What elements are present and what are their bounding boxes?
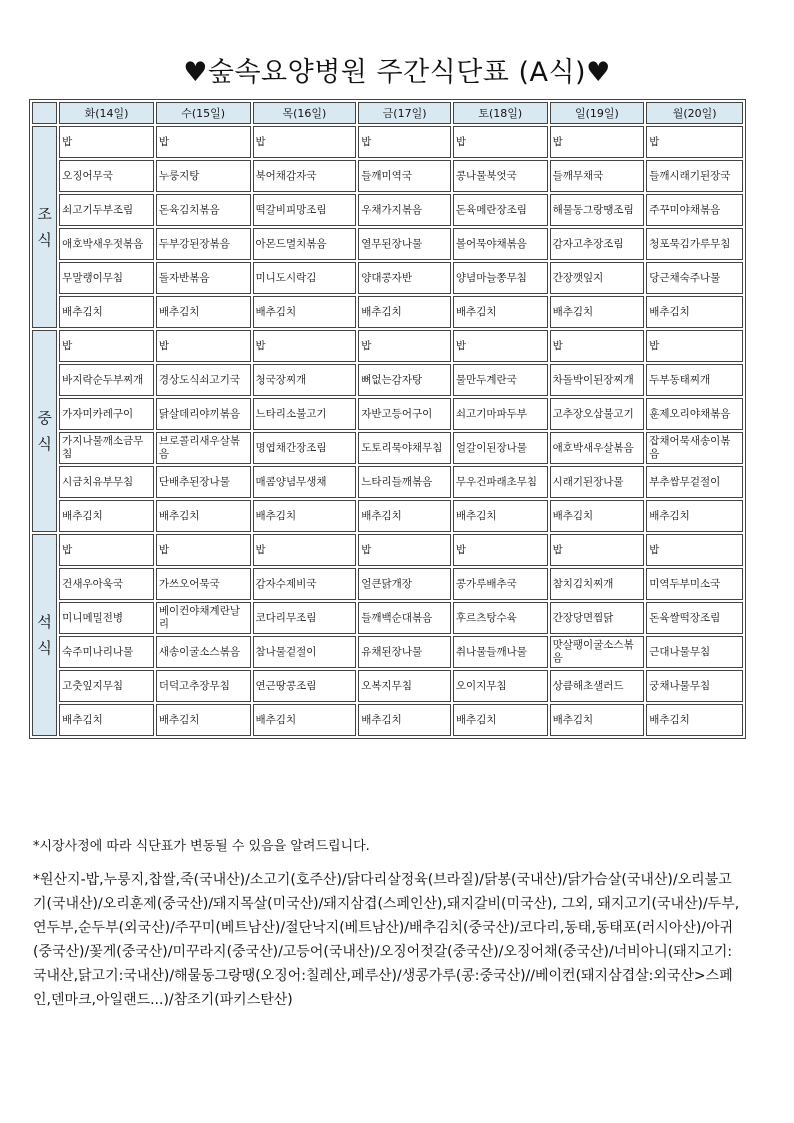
menu-item: 근대나물무침 [646,636,743,668]
meal-label: 조 식 [32,126,57,328]
menu-item: 가자미카레구이 [59,398,154,430]
menu-item: 밥 [646,330,743,362]
menu-item: 당근채숙주나물 [646,262,743,294]
menu-row [32,364,743,396]
menu-row [32,194,743,226]
menu-item: 물만두계란국 [453,364,548,396]
day-header: 수(15일) [156,102,251,124]
menu-item: 새송이굴소스볶음 [156,636,251,668]
menu-item: 들깨백순대볶음 [358,602,451,634]
menu-item: 돈육쌀떡장조림 [646,602,743,634]
menu-item: 참치김치찌개 [550,568,645,600]
menu-item: 베이컨야채계란날리 [156,602,251,634]
menu-item: 들깨미역국 [358,160,451,192]
menu-item: 누룽지탕 [156,160,251,192]
menu-item: 볼어묵야채볶음 [453,228,548,260]
menu-item: 얼큰닭개장 [358,568,451,600]
menu-body [32,126,743,736]
menu-item: 청국장찌개 [253,364,357,396]
menu-item: 밥 [550,126,645,158]
menu-item: 고추장오삼불고기 [550,398,645,430]
menu-item: 해물동그랑땡조림 [550,194,645,226]
menu-row [32,500,743,532]
menu-item: 잡채어묵새송이볶음 [646,432,743,464]
menu-item: 감자수제비국 [253,568,357,600]
menu-row [32,296,743,328]
menu-item: 배추김치 [550,704,645,736]
menu-item: 경상도식쇠고기국 [156,364,251,396]
menu-row [32,602,743,634]
menu-item: 배추김치 [253,500,357,532]
menu-item: 배추김치 [358,500,451,532]
menu-item: 명엽채간장조림 [253,432,357,464]
menu-item: 돈육메란장조림 [453,194,548,226]
menu-item: 배추김치 [156,704,251,736]
meal-label: 석 식 [32,534,57,736]
menu-item: 미역두부미소국 [646,568,743,600]
menu-item: 밥 [156,126,251,158]
menu-item: 유채된장나물 [358,636,451,668]
menu-item: 배추김치 [550,500,645,532]
menu-item: 밥 [550,534,645,566]
menu-item: 차돌박이된장찌개 [550,364,645,396]
menu-item: 도토리묵야채무침 [358,432,451,464]
menu-item: 배추김치 [646,704,743,736]
menu-item: 배추김치 [59,296,154,328]
menu-item: 밥 [156,330,251,362]
page-title: ♥숲속요양병원 주간식단표 (A식)♥ [183,57,611,88]
menu-item: 두부동태찌개 [646,364,743,396]
menu-item: 돌자반볶음 [156,262,251,294]
menu-item: 궁채나물무침 [646,670,743,702]
menu-item: 배추김치 [453,500,548,532]
menu-item: 시금치유부무침 [59,466,154,498]
menu-item: 참나물겉절이 [253,636,357,668]
menu-row [32,432,743,464]
menu-item: 배추김치 [646,296,743,328]
menu-item: 시래기된장나물 [550,466,645,498]
day-header: 화(14일) [59,102,154,124]
menu-item: 콩가루배추국 [453,568,548,600]
header-row [32,102,743,124]
menu-item: 오복지무침 [358,670,451,702]
menu-item: 들깨시래기된장국 [646,160,743,192]
menu-row [32,466,743,498]
menu-item: 밥 [358,126,451,158]
day-header: 일(19일) [550,102,645,124]
menu-row [32,398,743,430]
menu-row [32,126,743,158]
menu-row [32,670,743,702]
meal-label: 중 식 [32,330,57,532]
menu-item: 쇠고기두부조림 [59,194,154,226]
menu-item: 가지나물깨소금무침 [59,432,154,464]
menu-item: 떡갈비피망조림 [253,194,357,226]
menu-row [32,534,743,566]
menu-item: 콩나물북엇국 [453,160,548,192]
menu-item: 양념마늘쫑무침 [453,262,548,294]
menu-item: 밥 [253,330,357,362]
menu-item: 청포묵김가루무침 [646,228,743,260]
menu-item: 가쓰오어묵국 [156,568,251,600]
menu-item: 배추김치 [358,704,451,736]
menu-item: 자반고등어구이 [358,398,451,430]
menu-item: 오징어무국 [59,160,154,192]
menu-item: 양대콩자반 [358,262,451,294]
menu-item: 밥 [358,534,451,566]
origin-info: *원산지-밥,누룽지,찹쌀,죽(국내산)/소고기(호주산)/닭다리살정육(브라질)/닭봉(국내산)/닭가슴살(국내산)/오리불고기(국내산)/오리훈제(중국산)/돼지목살(미국산)/돼지삼겹(스페인산),돼지갈비(미국산), 그외, 돼지고기(국내산)/두부,연두부,순두부(외국산)/주꾸미(베트남산)/절단낙지(베트남산)/배추김치(중국산)/코다리,동태,동태포(러시아산)/아귀(중국산)/꽃게(중국산)/미꾸라지(중국산)/고등어(국내산)/오징어젓갈(중국산)/오징어채(중국산)/너비아니(돼지고기:국내산,닭고기:국내산)/해물동그랑땡(오징어:칠레산,페루산)/생콩가루(콩:중국산)//베이컨(돼지삼겹살:외국산>스페인,덴마크,아일랜드...)/참조기(파키스탄산) [33,872,740,1008]
menu-item: 밥 [453,534,548,566]
menu-row [32,228,743,260]
menu-item: 밥 [59,534,154,566]
menu-item: 감자고추장조림 [550,228,645,260]
menu-item: 밥 [453,330,548,362]
menu-item: 취나물들깨나물 [453,636,548,668]
menu-item: 밥 [253,126,357,158]
menu-item: 상큼해초샐러드 [550,670,645,702]
menu-item: 북어채감자국 [253,160,357,192]
day-header: 토(18일) [453,102,548,124]
menu-item: 밥 [156,534,251,566]
menu-item: 쇠고기마파두부 [453,398,548,430]
price-change-notice: *시장사정에 따라 식단표가 변동될 수 있음을 알려드립니다. [33,839,370,854]
menu-item: 밥 [453,126,548,158]
weekly-menu-table [29,99,746,739]
menu-item: 밥 [253,534,357,566]
menu-item: 뼈없는감자탕 [358,364,451,396]
menu-item: 열무된장나물 [358,228,451,260]
menu-item: 주꾸미야채볶음 [646,194,743,226]
menu-item: 얼갈이된장나물 [453,432,548,464]
menu-row [32,160,743,192]
menu-item: 건새우아욱국 [59,568,154,600]
menu-item: 아몬드멸치볶음 [253,228,357,260]
menu-item: 밥 [550,330,645,362]
day-header: 금(17일) [358,102,451,124]
menu-item: 배추김치 [253,296,357,328]
menu-item: 들깨무채국 [550,160,645,192]
menu-item: 배추김치 [156,296,251,328]
menu-item: 연근땅콩조림 [253,670,357,702]
menu-item: 배추김치 [453,704,548,736]
day-header: 월(20일) [646,102,743,124]
menu-item: 애호박새우살볶음 [550,432,645,464]
menu-item: 밥 [59,126,154,158]
menu-item: 간장당면찜닭 [550,602,645,634]
menu-item: 오이지무침 [453,670,548,702]
menu-item: 바지락순두부찌개 [59,364,154,396]
menu-item: 코다리무조림 [253,602,357,634]
menu-item: 배추김치 [646,500,743,532]
menu-item: 미니도시락김 [253,262,357,294]
menu-item: 숙주미나리나물 [59,636,154,668]
menu-item: 미니메밀전병 [59,602,154,634]
menu-row [32,636,743,668]
menu-item: 배추김치 [156,500,251,532]
menu-item: 배추김치 [59,704,154,736]
menu-row [32,568,743,600]
menu-row [32,704,743,736]
menu-item: 배추김치 [59,500,154,532]
menu-item: 돈육김치볶음 [156,194,251,226]
menu-item: 후르츠탕수육 [453,602,548,634]
menu-item: 배추김치 [453,296,548,328]
menu-item: 배추김치 [358,296,451,328]
menu-item: 매콤양념무생채 [253,466,357,498]
menu-item: 밥 [646,126,743,158]
menu-item: 우채가지볶음 [358,194,451,226]
menu-item: 단배추된장나물 [156,466,251,498]
menu-item: 밥 [358,330,451,362]
menu-item: 부추쌈무겉절이 [646,466,743,498]
menu-item: 간장깻잎지 [550,262,645,294]
menu-item: 무말랭이무침 [59,262,154,294]
menu-item: 닭살데리야끼볶음 [156,398,251,430]
menu-item: 배추김치 [253,704,357,736]
menu-row [32,262,743,294]
menu-item: 애호박새우젓볶음 [59,228,154,260]
menu-item: 훈제오리야채볶음 [646,398,743,430]
menu-item: 두부강된장볶음 [156,228,251,260]
header-corner [32,102,57,124]
day-header: 목(16일) [253,102,357,124]
menu-item: 느타리소불고기 [253,398,357,430]
menu-item: 무우건파래초무침 [453,466,548,498]
menu-item: 더덕고추장무침 [156,670,251,702]
menu-item: 맛살팽이굴소스볶음 [550,636,645,668]
menu-item: 브로콜리새우살볶음 [156,432,251,464]
menu-item: 느타리들깨볶음 [358,466,451,498]
menu-row [32,330,743,362]
menu-item: 고춧잎지무침 [59,670,154,702]
menu-item: 밥 [59,330,154,362]
menu-item: 밥 [646,534,743,566]
menu-item: 배추김치 [550,296,645,328]
